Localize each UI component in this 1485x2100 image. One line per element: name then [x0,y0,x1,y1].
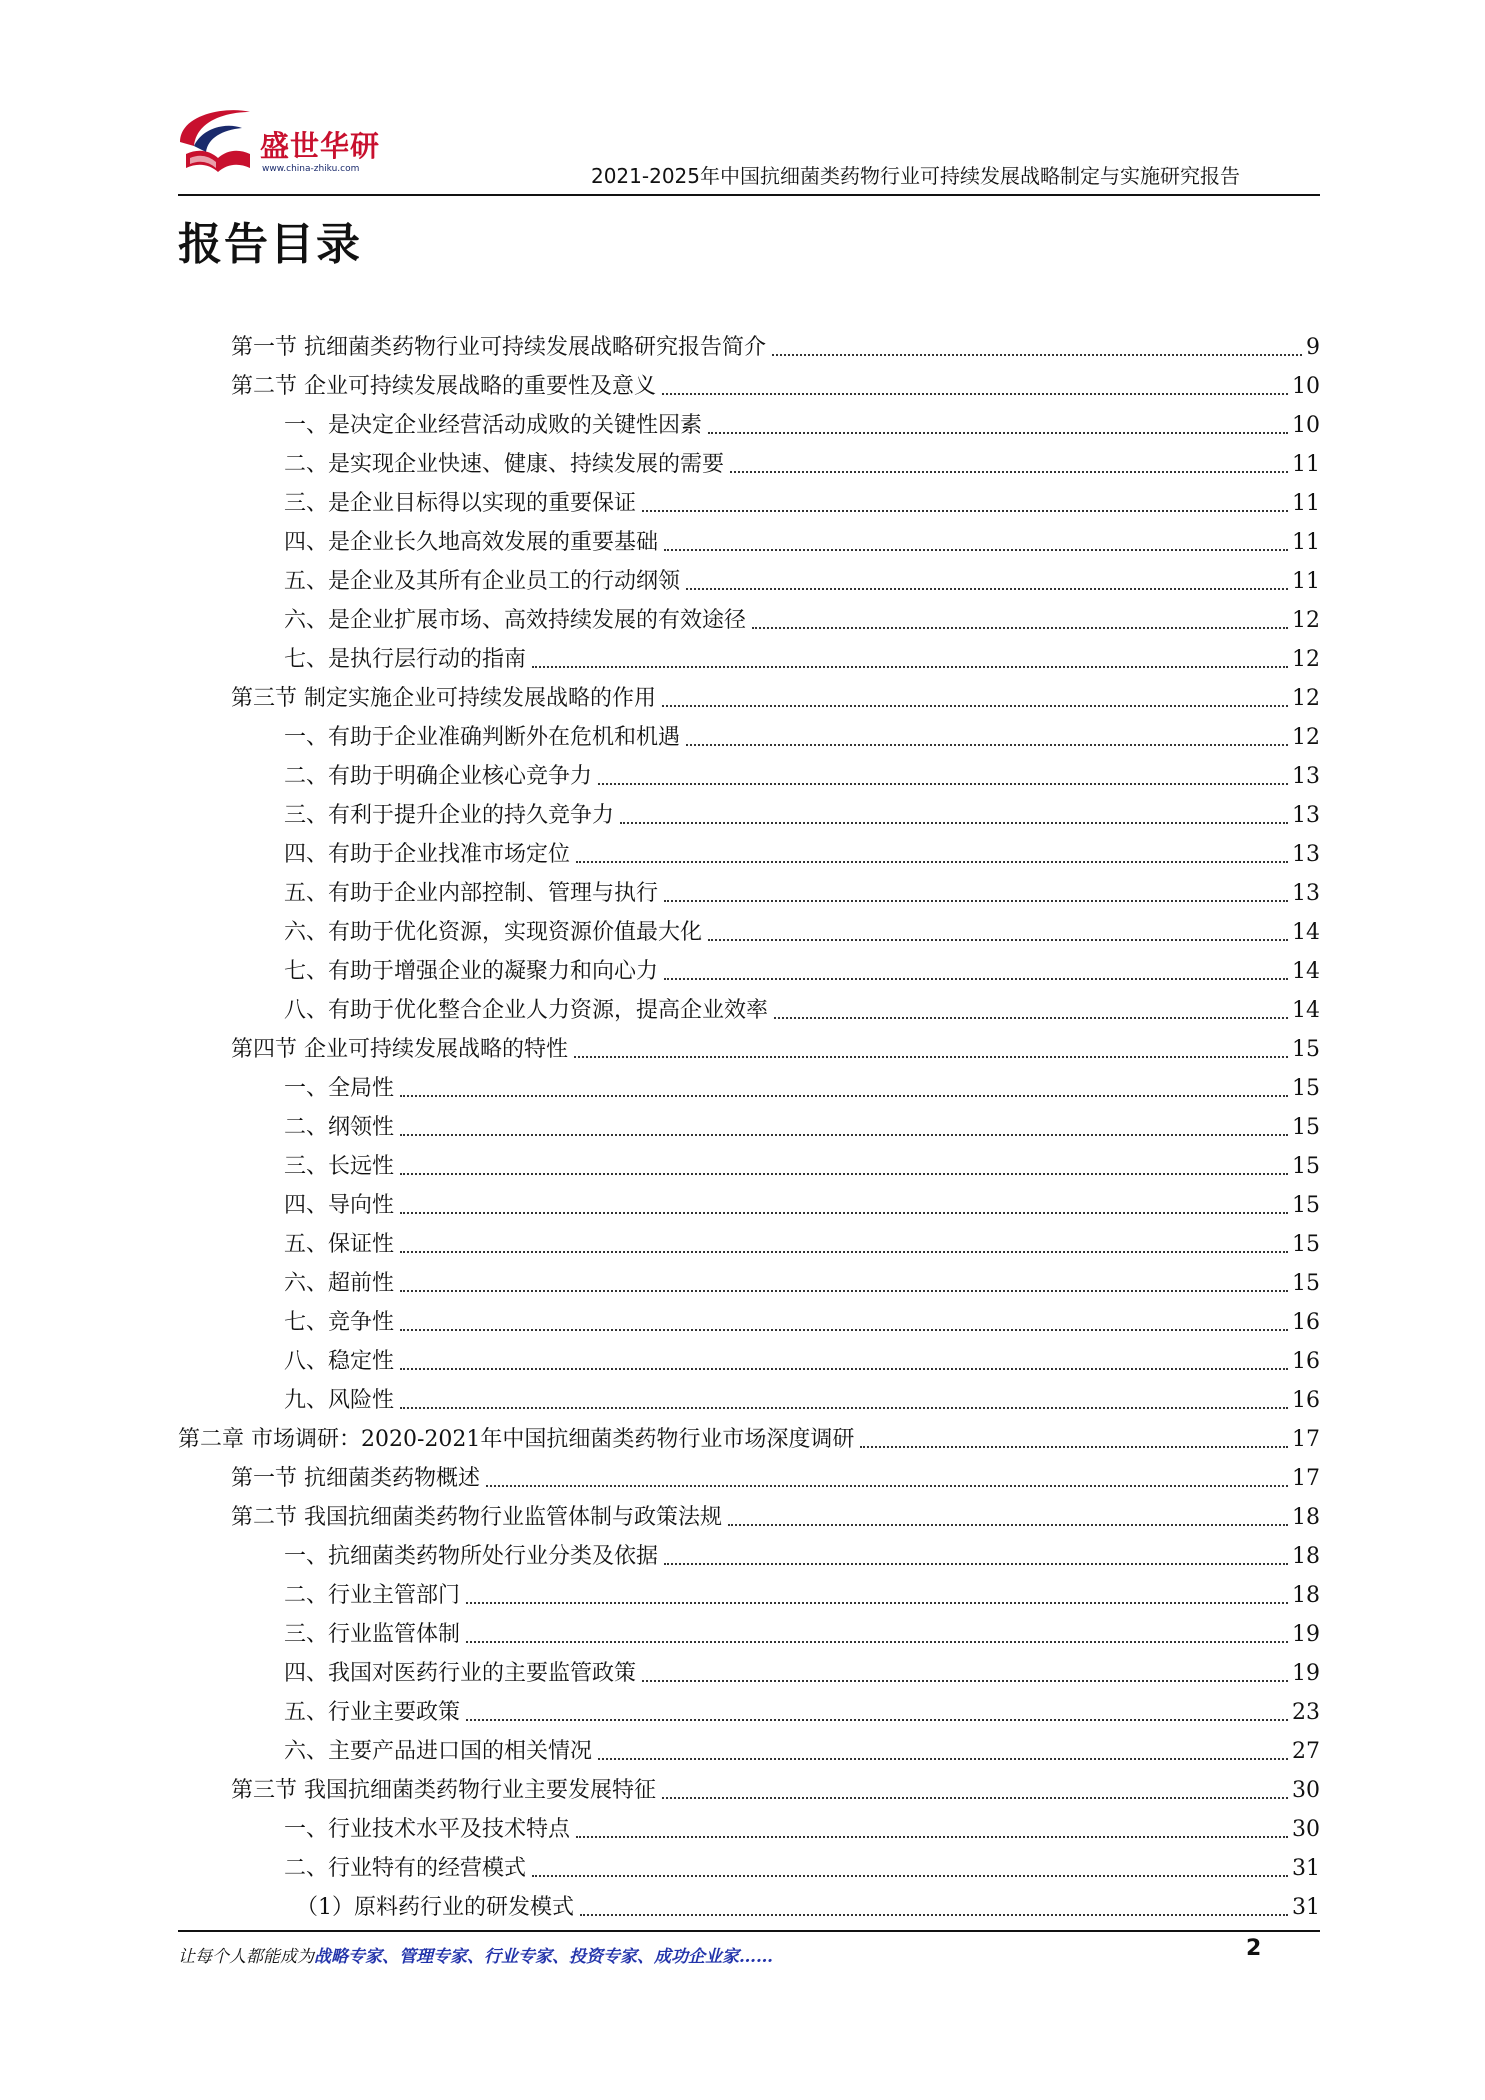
toc-leader-dots [662,705,1288,707]
toc-entry[interactable] [0,1570,1485,1609]
toc-entry-title: 第四节 企业可持续发展战略的特性 [231,1037,568,1062]
toc-leader-dots [400,1134,1288,1136]
toc-entry-page: 13 [1292,764,1320,789]
toc-leader-dots [664,900,1288,902]
toc-entry-page: 11 [1292,491,1320,516]
toc-entry[interactable] [0,1804,1485,1843]
toc-entry-page: 12 [1292,608,1320,633]
toc-entry-title: 四、有助于企业找准市场定位 [284,842,571,867]
toc-entry[interactable] [0,322,1485,361]
toc-entry-page: 17 [1292,1466,1320,1491]
toc-entry-page: 9 [1306,335,1320,360]
toc-entry[interactable] [0,1843,1485,1882]
toc-entry-page: 10 [1292,413,1320,438]
toc-entry-title: 第一节 抗细菌类药物概述 [231,1466,480,1491]
toc-entry-page: 14 [1292,998,1320,1023]
toc-leader-dots [752,627,1288,629]
footer-divider [178,1930,1320,1932]
toc-entry-title: 三、有利于提升企业的持久竞争力 [284,803,615,828]
toc-entry-page: 11 [1292,569,1320,594]
toc-leader-dots [662,1797,1288,1799]
toc-entry[interactable] [0,595,1485,634]
toc-entry-title: 七、是执行层行动的指南 [284,647,527,672]
toc-entry[interactable] [0,1687,1485,1726]
toc-entry-title: 二、有助于明确企业核心竞争力 [284,764,593,789]
toc-entry-title: 五、有助于企业内部控制、管理与执行 [284,881,659,906]
toc-entry[interactable] [0,790,1485,829]
logo-url: www.china-zhiku.com [262,164,360,174]
report-title: 2021-2025年中国抗细菌类药物行业可持续发展战略制定与实施研究报告 [590,164,1240,188]
toc-entry-page: 18 [1292,1544,1320,1569]
toc-entry[interactable] [0,400,1485,439]
toc-leader-dots [486,1485,1288,1487]
toc-entry[interactable] [0,1336,1485,1375]
toc-entry[interactable] [0,634,1485,673]
toc-entry[interactable] [0,1726,1485,1765]
toc-entry-page: 15 [1292,1115,1320,1140]
toc-entry-page: 11 [1292,452,1320,477]
toc-entry-title: 四、我国对医药行业的主要监管政策 [284,1661,637,1686]
toc-leader-dots [400,1173,1288,1175]
toc-entry[interactable] [0,1453,1485,1492]
toc-entry[interactable] [0,946,1485,985]
toc-entry-title: 七、有助于增强企业的凝聚力和向心力 [284,959,659,984]
toc-leader-dots [400,1212,1288,1214]
toc-entry[interactable] [0,712,1485,751]
toc-entry-title: 八、稳定性 [284,1349,395,1374]
toc-leader-dots [466,1602,1288,1604]
toc-entry[interactable] [0,1141,1485,1180]
toc-leader-dots [664,549,1288,551]
toc-entry-page: 18 [1292,1505,1320,1530]
toc-entry-page: 15 [1292,1076,1320,1101]
toc-leader-dots [466,1641,1288,1643]
toc-entry-title: 六、主要产品进口国的相关情况 [284,1739,593,1764]
toc-entry[interactable] [0,556,1485,595]
toc-entry[interactable] [0,868,1485,907]
toc-entry-title: 二、行业主管部门 [284,1583,461,1608]
toc-entry-page: 11 [1292,530,1320,555]
toc-entry[interactable] [0,1492,1485,1531]
logo-wordmark: 盛世华研 [260,129,381,163]
toc-entry-title: 二、纲领性 [284,1115,395,1140]
toc-entry[interactable] [0,1297,1485,1336]
toc-entry[interactable] [0,985,1485,1024]
toc-entry-title: 五、保证性 [284,1232,395,1257]
toc-entry-page: 16 [1292,1388,1320,1413]
toc-leader-dots [774,1017,1288,1019]
toc-entry-title: 三、是企业目标得以实现的重要保证 [284,491,637,516]
toc-entry-title: 第二节 企业可持续发展战略的重要性及意义 [231,374,656,399]
toc-entry[interactable] [0,1531,1485,1570]
footer-slogan-accent: 战略专家、管理专家、行业专家、投资专家、成功企业家…… [314,1947,773,1967]
page-number: 2 [1246,1936,1262,1961]
toc-entry-title: 六、有助于优化资源，实现资源价值最大化 [284,920,703,945]
toc-entry-title: 二、行业特有的经营模式 [284,1856,527,1881]
toc-leader-dots [400,1290,1288,1292]
toc-entry-title: 第二章 市场调研：2020-2021年中国抗细菌类药物行业市场深度调研 [178,1427,855,1452]
toc-entry-page: 19 [1292,1622,1320,1647]
toc-leader-dots [772,354,1302,356]
toc-leader-dots [730,471,1288,473]
toc-entry-title: 第三节 制定实施企业可持续发展战略的作用 [231,686,656,711]
toc-entry-title: 九、风险性 [284,1388,395,1413]
toc-entry-page: 15 [1292,1193,1320,1218]
toc-entry[interactable] [0,673,1485,712]
toc-entry-page: 10 [1292,374,1320,399]
toc-entry[interactable] [0,1102,1485,1141]
toc-entry[interactable] [0,1258,1485,1297]
toc-entry-title: 第二节 我国抗细菌类药物行业监管体制与政策法规 [231,1505,722,1530]
toc-entry[interactable] [0,1219,1485,1258]
toc-entry-page: 16 [1292,1349,1320,1374]
toc-entry-page: 15 [1292,1271,1320,1296]
toc-entry-title: 六、是企业扩展市场、高效持续发展的有效途径 [284,608,747,633]
toc-entry-page: 13 [1292,881,1320,906]
toc-entry-title: 八、有助于优化整合企业人力资源，提高企业效率 [284,998,769,1023]
header-divider [178,194,1320,196]
toc-leader-dots [860,1446,1288,1448]
toc-leader-dots [642,510,1288,512]
toc-entry-page: 12 [1292,647,1320,672]
toc-entry-title: 五、行业主要政策 [284,1700,461,1725]
book-swirl-icon [172,102,262,182]
toc-entry-title: 三、长远性 [284,1154,395,1179]
toc-entry-page: 13 [1292,842,1320,867]
toc-entry-page: 16 [1292,1310,1320,1335]
page-title: 报告目录 [178,219,362,270]
toc-entry-title: 一、行业技术水平及技术特点 [284,1817,571,1842]
toc-leader-dots [400,1095,1288,1097]
toc-entry[interactable] [0,1063,1485,1102]
toc-entry-page: 31 [1292,1895,1320,1920]
toc-entry-title: 第三节 我国抗细菌类药物行业主要发展特征 [231,1778,656,1803]
toc-entry-page: 27 [1292,1739,1320,1764]
toc-entry-page: 18 [1292,1583,1320,1608]
toc-entry[interactable] [0,1375,1485,1414]
toc-leader-dots [400,1329,1288,1331]
toc-entry-page: 12 [1292,725,1320,750]
toc-entry[interactable] [0,829,1485,868]
toc-entry-page: 15 [1292,1037,1320,1062]
toc-entry-page: 19 [1292,1661,1320,1686]
toc-entry[interactable] [0,439,1485,478]
toc-leader-dots [664,978,1288,980]
company-logo [172,102,382,182]
toc-entry-title: 四、是企业长久地高效发展的重要基础 [284,530,659,555]
toc-entry-page: 30 [1292,1817,1320,1842]
toc-leader-dots [580,1914,1288,1916]
toc-entry[interactable] [0,1609,1485,1648]
toc-entry-title: 三、行业监管体制 [284,1622,461,1647]
toc-leader-dots [532,666,1288,668]
toc-entry-title: 一、有助于企业准确判断外在危机和机遇 [284,725,681,750]
toc-entry-page: 15 [1292,1154,1320,1179]
toc-entry-page: 15 [1292,1232,1320,1257]
toc-entry[interactable] [0,478,1485,517]
footer-slogan-prefix: 让每个人都能成为 [178,1947,314,1967]
toc-entry-title: 一、抗细菌类药物所处行业分类及依据 [284,1544,659,1569]
toc-leader-dots [574,1056,1288,1058]
toc-entry-page: 30 [1292,1778,1320,1803]
toc-leader-dots [576,861,1288,863]
toc-leader-dots [662,393,1288,395]
toc-leader-dots [728,1524,1288,1526]
toc-entry-page: 12 [1292,686,1320,711]
toc-leader-dots [642,1680,1288,1682]
toc-leader-dots [598,783,1288,785]
toc-entry-page: 31 [1292,1856,1320,1881]
toc-leader-dots [708,432,1288,434]
toc-entry[interactable] [0,907,1485,946]
toc-leader-dots [620,822,1288,824]
toc-leader-dots [686,744,1288,746]
toc-leader-dots [400,1251,1288,1253]
toc-entry-title: 六、超前性 [284,1271,395,1296]
toc-entry[interactable] [0,1180,1485,1219]
toc-entry[interactable] [0,1765,1485,1804]
toc-entry-title: 五、是企业及其所有企业员工的行动纲领 [284,569,681,594]
toc-leader-dots [466,1719,1288,1721]
toc-entry-title: 四、导向性 [284,1193,395,1218]
toc-entry[interactable] [0,1414,1485,1453]
toc-entry-title: （1）原料药行业的研发模式 [296,1895,574,1920]
toc-leader-dots [686,588,1288,590]
toc-entry-title: 七、竞争性 [284,1310,395,1335]
toc-entry-title: 一、是决定企业经营活动成败的关键性因素 [284,413,703,438]
toc-leader-dots [400,1407,1288,1409]
toc-leader-dots [400,1368,1288,1370]
toc-entry[interactable] [0,1024,1485,1063]
toc-entry-title: 第一节 抗细菌类药物行业可持续发展战略研究报告简介 [231,335,766,360]
toc-entry-page: 14 [1292,920,1320,945]
toc-leader-dots [532,1875,1288,1877]
toc-entry[interactable] [0,751,1485,790]
toc-entry[interactable] [0,1882,1485,1921]
page-header [0,0,1485,200]
toc-leader-dots [664,1563,1288,1565]
toc-entry[interactable] [0,361,1485,400]
toc-leader-dots [576,1836,1288,1838]
toc-entry-page: 23 [1292,1700,1320,1725]
toc-entry-title: 二、是实现企业快速、健康、持续发展的需要 [284,452,725,477]
toc-leader-dots [708,939,1288,941]
footer-slogan [178,1942,773,1967]
toc-entry-page: 14 [1292,959,1320,984]
toc-leader-dots [598,1758,1288,1760]
toc-entry-page: 17 [1292,1427,1320,1452]
toc-entry-page: 13 [1292,803,1320,828]
toc-entry[interactable] [0,517,1485,556]
toc-entry[interactable] [0,1648,1485,1687]
toc-entry-title: 一、全局性 [284,1076,395,1101]
